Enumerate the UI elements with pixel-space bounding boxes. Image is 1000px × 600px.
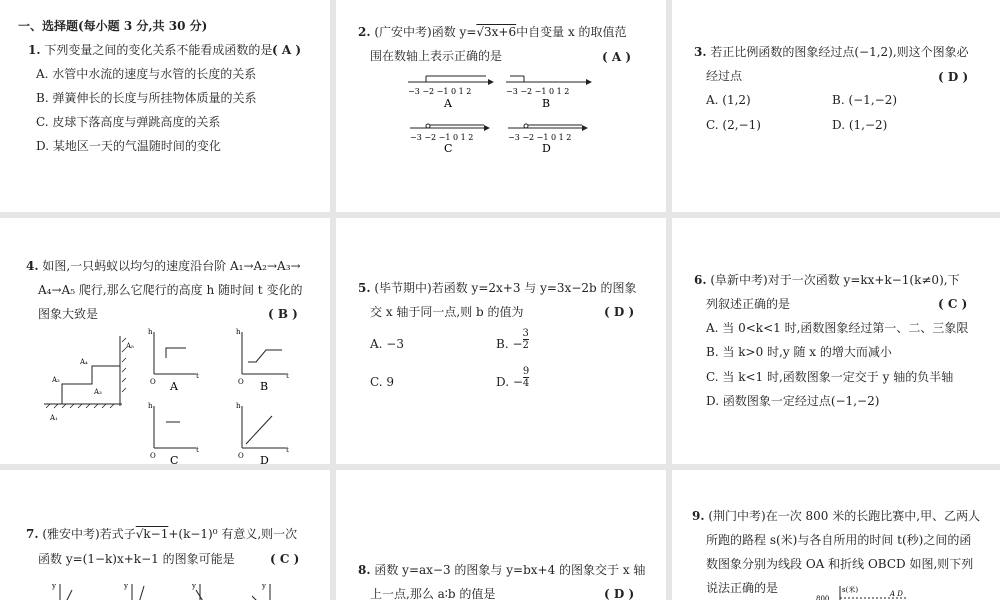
q6-option-c: C. 当 k<1 时,函数图象一定交于 y 轴的负半轴 [706,370,954,384]
q8-stem-line1 [358,562,645,578]
question-card-3 [672,0,1000,212]
q1-answer: ( A ) [272,43,302,57]
q6-stem-line1 [694,272,960,288]
q5-option-b-label: B. − [496,337,523,351]
origin-a: O [150,378,156,386]
q3-stem-line2: 经过点 [706,69,743,83]
q7-axis-c: y [192,582,196,590]
q2-stem-line2: 围在数轴上表示正确的是 [370,49,503,63]
q7-axis-a: y [52,582,56,590]
q9-y-tick: 800 [816,595,830,600]
q4-stem-line2: A₄→A₅ 爬行,那么它爬行的高度 h 随时间 t 变化的 [38,283,303,297]
q5-option-d-denominator: 4 [522,378,530,389]
question-card-1 [0,0,330,212]
q9-number: 9. [692,509,705,523]
label-graph-c: C [170,454,179,467]
q5-number: 5. [358,281,371,295]
q9-axis-s: s(米) [842,586,859,594]
q1-option-b: B. 弹簧伸长的长度与所挂物体质量的关系 [36,91,257,105]
number-line-c [410,124,490,155]
q2-sqrt: √3x+6 [476,25,517,39]
q9-stem-line1 [692,508,980,524]
q5-answer: ( D ) [604,305,635,319]
q1-stem [28,42,272,58]
q1-number: 1. [28,43,41,57]
q3-option-c: C. (2,−1) [706,118,761,132]
q7-stem-line2: 函数 y=(1−k)x+k−1 的图象可能是 [38,552,235,566]
label-a1: A₁ [50,414,58,422]
axis-h-a: h [148,328,153,336]
q2-sqrt-radicand: 3x+6 [484,25,517,39]
q6-stem-line2: 列叙述正确的是 [706,297,791,311]
q1-option-d: D. 某地区一天的气温随时间的变化 [36,139,221,153]
q2-number-lines [336,70,666,200]
question-card-9 [672,470,1000,600]
q6-answer: ( C ) [938,297,968,311]
axis-h-d: h [236,402,241,410]
label-a2: A₂ [52,376,60,384]
axis-t-c: t [196,446,199,454]
origin-b: O [238,378,244,386]
q7-text-b: +(k−1)⁰ 有意义,则一次 [168,527,298,541]
q8-answer: ( D ) [604,587,635,600]
question-card-4 [0,218,330,467]
q7-text-a: (雅安中考)若式子 [42,527,136,541]
origin-d: O [238,452,244,460]
label-d: D [542,142,551,155]
q9-stem-line2: 所跑的路程 s(米)与各自所用的时间 t(秒)之间的函 [706,533,972,547]
q7-answer: ( C ) [270,552,300,566]
q5-option-b-denominator: 2 [522,340,529,351]
q7-axis-b: y [124,582,128,590]
ticks-a: −3 −2 −1 0 1 2 [408,87,472,96]
q5-text: (毕节期中)若函数 y=2x+3 与 y=3x−2b 的图象 [374,281,637,295]
q5-stem-line1 [358,280,637,296]
q9-stem-line4: 说法正确的是 [706,581,779,595]
q9-point-labels: A D [890,590,903,598]
q4-number: 4. [26,259,39,273]
ticks-b: −3 −2 −1 0 1 2 [506,87,570,96]
q8-number: 8. [358,563,371,577]
q4-stem-line1 [26,258,301,274]
q3-answer: ( D ) [938,70,969,84]
label-a5: A₅ [126,342,134,350]
graph-d [236,402,289,467]
graph-c [148,402,199,467]
q3-option-a: A. (1,2) [706,93,751,107]
question-card-5 [336,218,666,464]
axis-h-b: h [236,328,241,336]
section-title: 一、选择题(每小题 3 分,共 30 分) [18,19,208,33]
q6-option-a: A. 当 0<k<1 时,函数图象经过第一、二、三象限 [706,321,969,335]
q5-option-d-numerator: 9 [522,366,530,377]
question-card-2 [336,0,666,212]
q2-stem-line1 [358,24,627,40]
q8-text: 函数 y=ax−3 的图象与 y=bx+4 的图象交于 x 轴 [374,563,646,577]
number-line-b [506,76,592,110]
q7-stem-line1 [26,526,297,542]
q3-option-b: B. (−1,−2) [832,93,898,107]
q6-option-b: B. 当 k>0 时,y 随 x 的增大而减小 [706,345,892,359]
q1-option-a: A. 水管中水流的速度与水管的长度的关系 [36,67,257,81]
label-c: C [444,142,453,155]
question-card-7 [0,470,330,600]
q4-answer: ( B ) [268,307,298,321]
origin-c: O [150,452,156,460]
q2-answer: ( A ) [602,50,632,64]
q5-option-c: C. 9 [370,375,395,389]
q5-option-d [496,366,530,390]
staircase-figure [44,336,134,422]
graph-b [236,328,289,393]
question-card-6 [672,218,1000,464]
number-line-a [408,76,494,110]
q5-stem-line2: 交 x 轴于同一点,则 b 的值为 [370,305,524,319]
q7-graph-d [252,582,270,600]
q4-figures [0,322,330,467]
q7-graph-c [191,582,206,600]
q1-option-c: C. 皮球下落高度与弹跳高度的关系 [36,115,221,129]
q3-stem-line1 [694,44,969,60]
label-a3: A₃ [94,388,102,396]
ticks-d: −3 −2 −1 0 1 2 [508,133,572,142]
axis-t-b: t [286,372,289,380]
q5-option-a: A. −3 [370,337,404,351]
q3-text: 若正比例函数的图象经过点(−1,2),则这个图象必 [710,45,969,59]
q5-option-d-label: D. − [496,375,523,389]
q7-sqrt: √k−1 [135,527,169,541]
q4-stem-line3: 图象大致是 [38,307,99,321]
q2-number: 2. [358,25,371,39]
axis-t-d: t [286,446,289,454]
q7-graph-a [51,582,72,600]
q5-option-b-numerator: 3 [522,328,529,339]
label-a: A [444,97,452,110]
axis-h-c: h [148,402,153,410]
q4-text-1: 如图,一只蚂蚁以均匀的速度沿台阶 A₁→A₂→A₃→ [42,259,301,273]
q5-option-b [496,328,529,352]
graph-a [148,328,199,393]
question-card-8 [336,470,666,600]
q8-stem-line2: 上一点,那么 a∶b 的值是 [370,587,496,600]
q6-number: 6. [694,273,707,287]
q9-graph [812,584,932,600]
q3-option-d: D. (1,−2) [832,118,888,132]
q6-option-d: D. 函数图象一定经过点(−1,−2) [706,394,880,408]
q3-number: 3. [694,45,707,59]
q9-text: (荆门中考)在一次 800 米的长跑比赛中,甲、乙两人 [708,509,981,523]
q9-stem-line3: 数图象分别为线段 OA 和折线 OBCD 如图,则下列 [706,557,974,571]
ticks-c: −3 −2 −1 0 1 2 [410,133,474,142]
q7-sqrt-radicand: k−1 [143,527,169,541]
axis-t-a: t [196,372,199,380]
number-line-d [508,124,588,155]
label-b: B [542,97,551,110]
q6-text: (阜新中考)对于一次函数 y=kx+k−1(k≠0),下 [710,273,960,287]
q7-graphs [0,576,330,600]
q2-text-b: 中自变量 x 的取值范 [516,25,627,39]
q7-axis-d: y [262,582,266,590]
label-graph-d: D [260,454,269,467]
q1-text: 下列变量之间的变化关系不能看成函数的是 [44,43,273,57]
q7-number: 7. [26,527,39,541]
label-graph-b: B [260,380,269,393]
label-a4: A₄ [80,358,88,366]
q7-graph-b [123,582,144,600]
label-graph-a: A [170,380,178,393]
q2-text-a: (广安中考)函数 y= [374,25,477,39]
